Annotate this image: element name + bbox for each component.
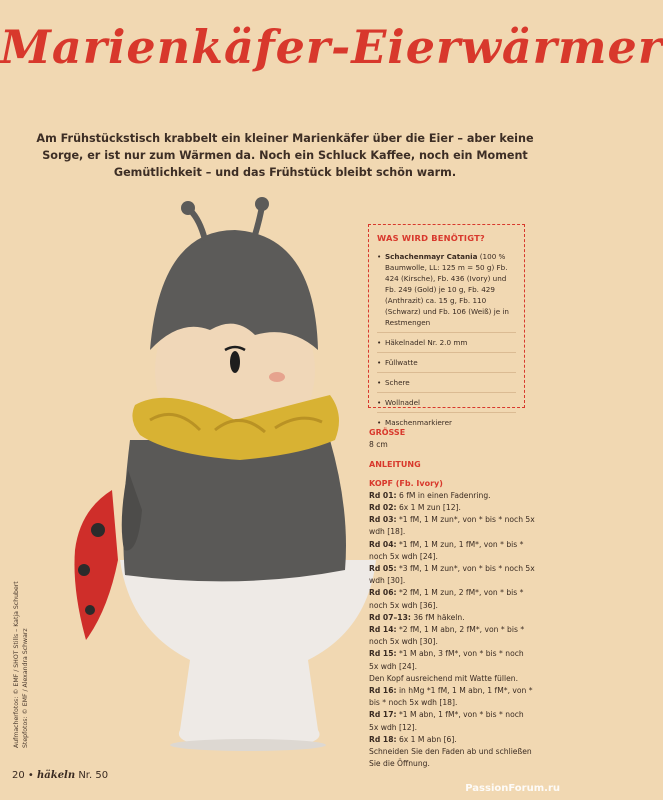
instruction-row (369, 709, 535, 733)
row-label: Rd 04: (369, 539, 397, 549)
row-label: Rd 07–13: (369, 612, 411, 622)
head-section-heading: KOPF (Fb. Ivory) (369, 478, 443, 488)
row-text: in hMg *1 fM, 1 M abn, 1 fM*, von * bis * noch 5x wdh [18]. (369, 686, 533, 708)
instruction-row (369, 490, 535, 502)
instruction-rows (369, 490, 535, 771)
instruction-row (369, 563, 535, 587)
row-label: Rd 01: (369, 490, 397, 500)
credit-line-2: Stepfotos: © EMF / Alexandra Schwarz (22, 628, 29, 748)
row-label: Rd 17: (369, 710, 397, 720)
instruction-row (369, 685, 535, 709)
row-text: *1 M abn, 3 fM*, von * bis * noch 5x wdh [24]. (369, 649, 524, 671)
row-text: 6x 1 M zun [12]. (396, 503, 461, 513)
page-footer (12, 770, 108, 781)
row-label: Rd 14: (369, 625, 397, 635)
intro-text: Am Frühstückstisch krabbelt ein kleiner Marienkäfer über die Eier – aber keine Sorge, er ist nur zum Wärmen da. Noch ein Schluck Kaffee, noch ein Moment Gemütlichkeit – und das Frühstück bleibt schön warm. (36, 132, 534, 179)
instructions-heading: ANLEITUNG (369, 460, 421, 470)
page-title: Marienkäfer-Eierwärmer (0, 20, 663, 74)
materials-box (368, 224, 525, 427)
yarn-name: Schachenmayr Catania (385, 252, 478, 261)
instructions-column (369, 427, 535, 770)
instruction-row (369, 624, 535, 648)
yarn-details: (100 % Baumwolle, LL: 125 m = 50 g) Fb. 424 (Kirsche), Fb. 436 (Ivory) und Fb. 249 (Gold) je 10 g, Fb. 429 (Anthrazit) ca. 15 g, Fb. 110 (Schwarz) und Fb. 106 (Weiß) je in Restmengen (385, 252, 509, 327)
row-text: *1 fM, 1 M zun*, von * bis * noch 5x wdh [18]. (369, 515, 535, 537)
row-label: Rd 03: (369, 515, 397, 525)
row-text: Den Kopf ausreichend mit Watte füllen. (369, 673, 518, 683)
row-label: Rd 18: (369, 734, 397, 744)
watermark: PassionForum.ru (465, 783, 560, 794)
credit-line-1: Aufmacherfotos: © EMF / SHOT Stills – Katja Schubert (13, 581, 20, 748)
instruction-row (369, 539, 535, 563)
magazine-name: häkeln (37, 770, 76, 781)
size-heading: GRÖSSE (369, 428, 406, 437)
materials-item-stuffing: • Füllwatte (377, 357, 516, 373)
row-text: *1 M abn, 1 fM*, von * bis * noch 5x wdh [12]. (369, 710, 524, 732)
size-value: 8 cm (369, 440, 388, 450)
instruction-row (369, 612, 535, 624)
row-text: *2 fM, 1 M zun, 2 fM*, von * bis * noch 5x wdh [36]. (369, 588, 524, 610)
row-label: Rd 05: (369, 564, 397, 574)
row-text: 36 fM häkeln. (410, 612, 465, 622)
materials-item-needle: • Wollnadel (377, 397, 516, 413)
row-text: *3 fM, 1 M zun*, von * bis * noch 5x wdh [30]. (369, 564, 535, 586)
materials-list (377, 251, 516, 432)
ladybug-egg-warmer-photo (0, 190, 360, 750)
materials-item-hook: • Häkelnadel Nr. 2.0 mm (377, 337, 516, 353)
row-text: Schneiden Sie den Faden ab und schließen Sie die Öffnung. (369, 747, 532, 769)
row-text: 6 fM in einen Fadenring. (396, 490, 491, 500)
instruction-note (369, 673, 535, 685)
instruction-row (369, 734, 535, 746)
row-label: Rd 16: (369, 686, 397, 696)
footer-bullet: • (27, 770, 34, 781)
issue-number: Nr. 50 (78, 770, 109, 781)
materials-heading: WAS WIRD BENÖTIGT? (377, 233, 485, 243)
row-label: Rd 06: (369, 588, 397, 598)
materials-item-yarn (377, 251, 516, 333)
instruction-row (369, 587, 535, 611)
row-text: *2 fM, 1 M abn, 2 fM*, von * bis * noch 5x wdh [30]. (369, 625, 525, 647)
instruction-note (369, 746, 535, 770)
photo-credits (12, 538, 30, 748)
row-text: 6x 1 M abn [6]. (396, 734, 457, 744)
row-text: *1 fM, 1 M zun, 1 fM*, von * bis * noch 5x wdh [24]. (369, 539, 524, 561)
instruction-row (369, 502, 535, 514)
instruction-row (369, 514, 535, 538)
materials-item-scissors: • Schere (377, 377, 516, 393)
materials-item-marker: • Maschenmarkierer (377, 417, 516, 432)
page-number: 20 (12, 770, 25, 781)
instruction-row (369, 648, 535, 672)
row-label: Rd 02: (369, 503, 397, 513)
row-label: Rd 15: (369, 649, 397, 659)
